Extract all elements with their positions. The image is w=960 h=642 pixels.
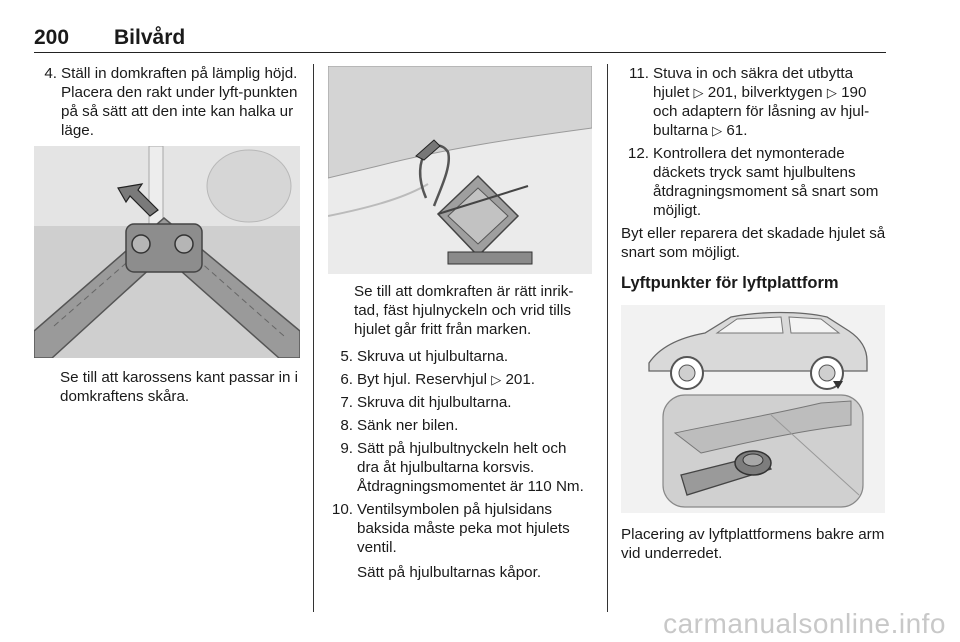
paragraph: Byt eller reparera det skadade hjulet så snart som möjligt.: [621, 225, 886, 261]
jack-raising-car-illustration: [328, 66, 592, 274]
figure-caption: Se till att domkraften är rätt inrik-tad, fäst hjulnyckeln och vrid tills hjulet går fritt från marken.: [354, 283, 574, 338]
column-3: [621, 64, 887, 563]
step-4: [34, 64, 300, 140]
figure-caption: Placering av lyftplattformens bakre arm vid underredet.: [621, 526, 885, 562]
step-12: 12. Kontrollera det nymonterade däckets tryck samt hjulbultens åtdragningsmoment så snart som möjligt.: [627, 145, 879, 219]
column-1: [34, 64, 300, 406]
step-9: 9. Sätt på hjulbultnyckeln helt och dra åt hjulbultarna korsvis. Åtdragningsmomentet är 110 Nm.: [340, 440, 584, 495]
step-7: 7. Skruva dit hjulbultarna.: [340, 394, 512, 411]
column-divider-1: [313, 64, 314, 612]
page-reference-icon: ▷: [693, 85, 704, 100]
step-10-note: Sätt på hjulbultarnas kåpor.: [357, 564, 542, 581]
section-title: Bilvård: [114, 26, 186, 49]
step-10: 10. Ventilsymbolen på hjulsidans baksida måste peka mot hjulets ventil. Sätt på hjulbultarnas kåpor.: [328, 500, 592, 582]
page-header: [34, 26, 886, 53]
jack-under-lift-point-illustration: [34, 146, 300, 358]
step-number: 4.: [44, 65, 57, 82]
page-reference-icon: ▷: [491, 372, 502, 387]
step-text: Ställ in domkraften på lämplig höjd. Placera den rakt under lyft-punkten på så sätt att den inte kan halka ur läge.: [61, 65, 298, 139]
column-divider-2: [607, 64, 608, 612]
page-number: 200: [34, 26, 70, 49]
watermark: carmanualsonline.info: [663, 608, 946, 639]
step-6: 6. Byt hjul. Reservhjul ▷ 201.: [340, 371, 536, 388]
step-5: 5. Skruva ut hjulbultarna.: [340, 348, 509, 365]
subheading: Lyftpunkter för lyftplattform: [621, 274, 839, 292]
page-reference-icon: ▷: [712, 123, 723, 138]
step-8: 8. Sänk ner bilen.: [340, 417, 459, 434]
step-11: 11. Stuva in och säkra det utbytta hjulet ▷ 201, bilverktygen ▷ 190 och adaptern för låsning av hjul-bultarna ▷ 61.: [629, 65, 870, 139]
lift-platform-points-illustration: [621, 305, 885, 513]
figure-caption: Se till att karossens kant passar in i domkraftens skåra.: [60, 369, 299, 405]
page-reference-icon: ▷: [826, 85, 837, 100]
column-2: [328, 64, 592, 586]
